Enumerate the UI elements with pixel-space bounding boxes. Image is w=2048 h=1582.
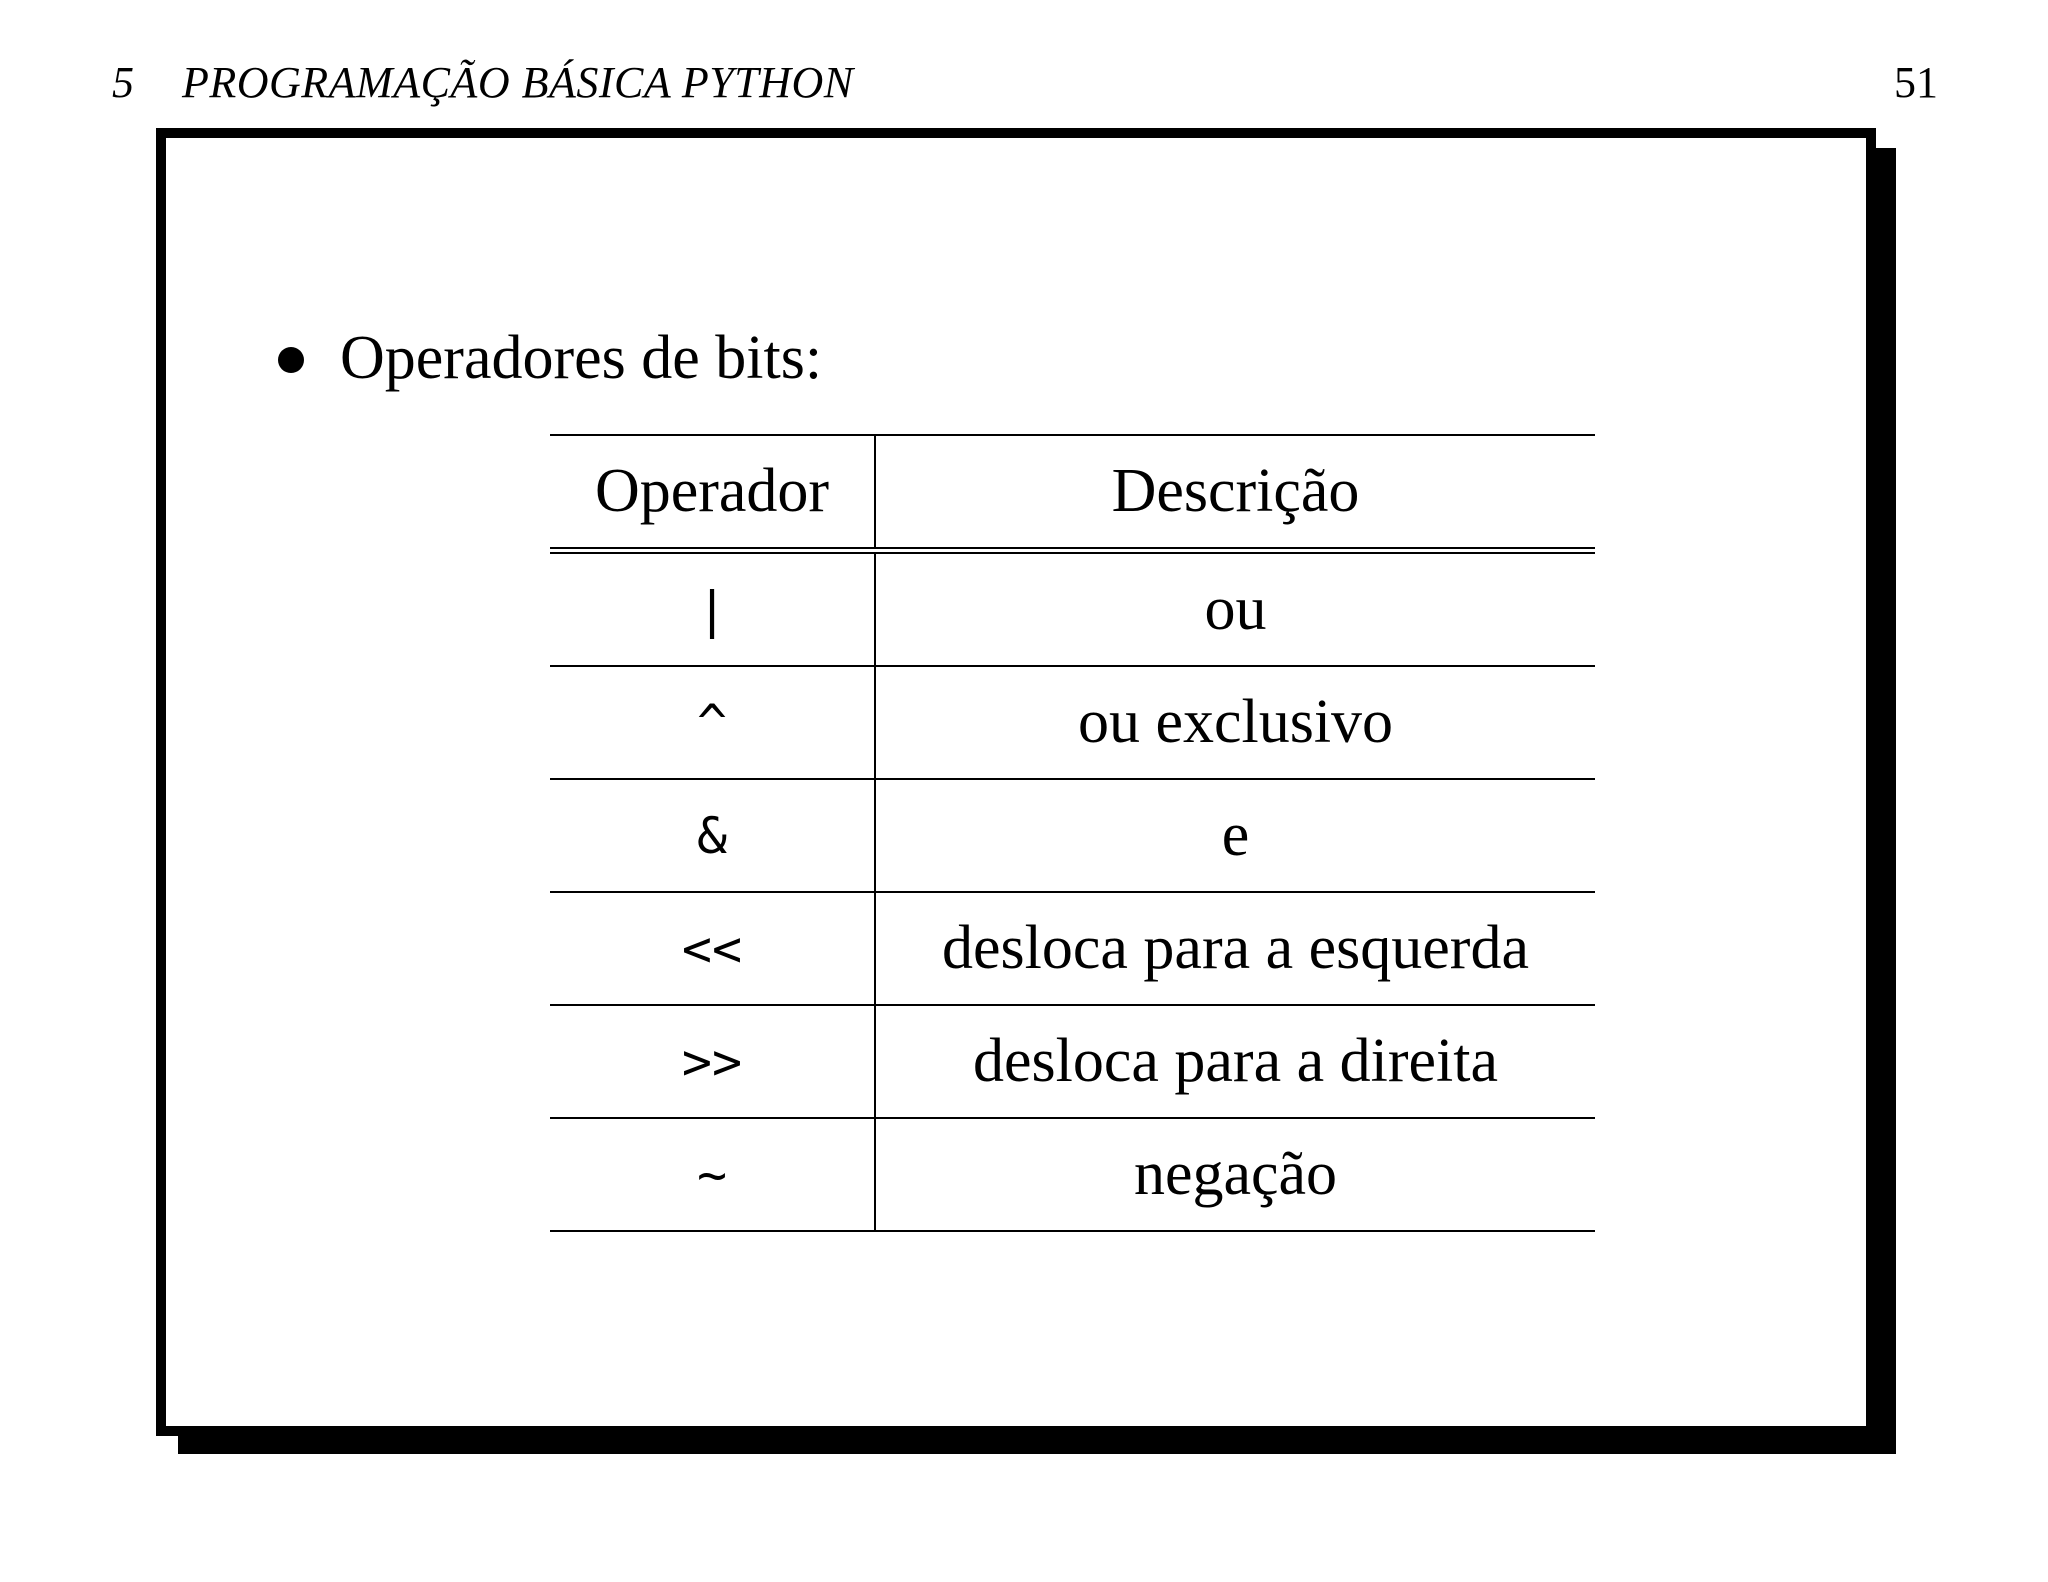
operator-cell: | (550, 551, 875, 667)
section-title: PROGRAMAÇÃO BÁSICA PYTHON (182, 58, 854, 107)
table-row (550, 779, 1595, 892)
table-row (550, 551, 1595, 667)
description-cell: e (875, 779, 1595, 892)
table-row (550, 1005, 1595, 1118)
column-header-operator: Operador (550, 435, 875, 551)
operator-cell: ^ (550, 666, 875, 779)
table-header-row (550, 435, 1595, 551)
table-row (550, 1118, 1595, 1231)
table-row (550, 892, 1595, 1005)
section-number: 5 (112, 58, 134, 107)
table-row (550, 666, 1595, 779)
description-cell: desloca para a esquerda (875, 892, 1595, 1005)
operator-cell: << (550, 892, 875, 1005)
column-header-description: Descrição (875, 435, 1595, 551)
operators-table (550, 434, 1595, 1232)
slide-frame (156, 128, 1876, 1436)
page-number: 51 (1894, 58, 1938, 107)
description-cell: ou exclusivo (875, 666, 1595, 779)
bullet-item (278, 318, 822, 398)
operator-cell: >> (550, 1005, 875, 1118)
operator-cell: ~ (550, 1118, 875, 1231)
operator-cell: & (550, 779, 875, 892)
bullet-text: Operadores de bits: (340, 324, 823, 392)
description-cell: desloca para a direita (875, 1005, 1595, 1118)
description-cell: ou (875, 551, 1595, 667)
running-header (112, 58, 1938, 108)
description-cell: negação (875, 1118, 1595, 1231)
bullet-icon (278, 347, 304, 373)
